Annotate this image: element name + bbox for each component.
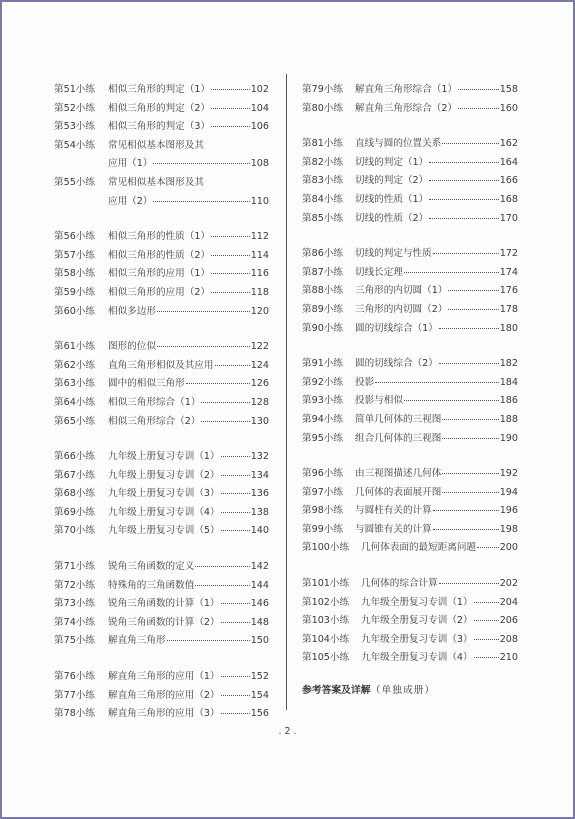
toc-entry[interactable] (54, 413, 269, 432)
lesson-number: 第92小练 (302, 376, 343, 388)
lesson-title: 圆的切线综合（2） (355, 358, 438, 370)
toc-entry[interactable] (302, 154, 518, 173)
leader-dots (211, 88, 250, 90)
toc-entry[interactable] (54, 174, 269, 193)
leader-dots (429, 198, 498, 200)
toc-entry[interactable] (302, 282, 518, 301)
toc-entry[interactable] (54, 558, 269, 577)
leader-dots (442, 491, 498, 493)
page-number-ref: 154 (250, 689, 269, 701)
page-number-ref: 184 (499, 376, 518, 388)
lesson-number: 第67小练 (54, 469, 95, 481)
leader-dots (157, 345, 250, 347)
toc-entry[interactable] (54, 522, 269, 541)
lesson-title: 九年级全册复习专训（1） (361, 596, 473, 608)
page-number-ref: 204 (499, 596, 518, 608)
leader-dots (221, 712, 250, 714)
lesson-title: 直线与圆的位置关系 (355, 138, 442, 150)
lesson-number: 第58小练 (54, 268, 95, 280)
lesson-number: 第63小练 (54, 378, 95, 390)
page-number-ref: 132 (250, 451, 269, 463)
toc-entry[interactable] (54, 375, 269, 394)
lesson-number: 第51小练 (54, 84, 95, 95)
lesson-title: 三角形的内切圆（1） (355, 285, 448, 297)
page-number-ref: 144 (250, 579, 269, 591)
lesson-title: 九年级上册复习专训（5） (108, 525, 220, 537)
toc-entry[interactable] (54, 577, 269, 596)
lesson-title: 锐角三角函数的计算（2） (108, 616, 220, 628)
leader-dots (439, 327, 499, 329)
toc-entry[interactable] (302, 264, 518, 283)
leader-dots (442, 472, 498, 474)
lesson-number: 第57小练 (54, 249, 95, 261)
page-number-ref: 188 (499, 413, 518, 425)
lesson-title: 九年级全册复习专训（3） (361, 633, 473, 645)
lesson-number: 第88小练 (302, 285, 343, 297)
page-number-ref: 176 (499, 285, 518, 297)
lesson-number: 第64小练 (54, 396, 95, 408)
leader-dots (433, 509, 499, 511)
toc-entry[interactable] (54, 504, 269, 523)
lesson-title: 相似多边形 (108, 305, 156, 317)
leader-dots (215, 364, 250, 366)
lesson-title: 解直角三角形 (108, 635, 166, 647)
lesson-title: 投影与相似 (355, 395, 403, 407)
page-number-ref: 118 (250, 286, 269, 298)
page-number-ref: 192 (499, 468, 518, 480)
lesson-title: 圆的切线综合（1） (355, 322, 438, 334)
lesson-number: 第71小练 (54, 561, 95, 573)
leader-dots (404, 271, 499, 273)
lesson-title: 简单几何体的三视图 (355, 413, 442, 425)
leader-dots (429, 179, 498, 181)
toc-entry[interactable] (302, 191, 518, 210)
lesson-title: 锐角三角函数的计算（1） (108, 598, 220, 610)
leader-dots (195, 584, 249, 586)
lesson-number: 第82小练 (302, 156, 343, 168)
leader-dots (221, 602, 250, 604)
page-number-ref: 178 (499, 303, 518, 315)
page-number-ref: 146 (250, 598, 269, 610)
page-number-ref: 148 (250, 616, 269, 628)
lesson-title: 直角三角形相似及其应用 (108, 359, 214, 371)
page-number-ref: 158 (499, 84, 518, 95)
page-number-ref: 186 (499, 395, 518, 407)
lesson-number: 第52小练 (54, 102, 95, 114)
lesson-number: 第54小练 (54, 139, 95, 151)
lesson-number: 第84小练 (302, 193, 343, 205)
lesson-number: 第78小练 (54, 708, 95, 720)
toc-entry[interactable] (302, 245, 518, 264)
toc-entry[interactable] (302, 355, 518, 374)
group-spacer (54, 541, 269, 558)
lesson-number: 第104小练 (302, 633, 350, 645)
toc-entry[interactable] (54, 303, 269, 322)
toc-entry[interactable] (302, 172, 518, 191)
page-number-ref: 200 (499, 542, 518, 554)
lesson-number: 第59小练 (54, 286, 95, 298)
page-number-ref: 160 (499, 102, 518, 114)
page-number-ref: 116 (250, 268, 269, 280)
lesson-number: 第55小练 (54, 176, 95, 188)
page-number-ref: 124 (250, 359, 269, 371)
page-number-ref: 126 (250, 378, 269, 390)
group-spacer (54, 651, 269, 668)
leader-dots (429, 161, 498, 163)
lesson-title: 相似三角形综合（1） (108, 396, 201, 408)
toc-entry[interactable] (302, 374, 518, 393)
toc-entry[interactable] (302, 502, 518, 521)
page-number-ref: 166 (499, 175, 518, 187)
toc-entry[interactable] (54, 705, 269, 724)
page-number-ref: 130 (250, 415, 269, 427)
page-number-ref: 208 (499, 633, 518, 645)
page-number-ref: 106 (250, 121, 269, 133)
toc-entry-continuation (54, 193, 269, 212)
page-number-ref: 162 (499, 138, 518, 150)
lesson-number: 第103小练 (302, 615, 350, 627)
lesson-title: 九年级上册复习专训（1） (108, 451, 220, 463)
leader-dots (221, 511, 250, 513)
lesson-title: 相似三角形的性质（1） (108, 231, 211, 243)
toc-entry[interactable] (54, 595, 269, 614)
lesson-title: 切线的性质（1） (355, 193, 429, 205)
page-number-ref: 202 (499, 578, 518, 590)
lesson-title: 解直角三角形的应用（2） (108, 689, 220, 701)
lesson-title: 解直角三角形综合（2） (355, 102, 458, 114)
page-number-ref: 102 (250, 84, 269, 95)
toc-entry[interactable] (302, 594, 518, 613)
lesson-number: 第87小练 (302, 266, 343, 278)
page-number-ref: 198 (499, 523, 518, 535)
leader-dots (433, 528, 499, 530)
lesson-number: 第86小练 (302, 248, 343, 260)
lesson-number: 第73小练 (54, 598, 95, 610)
lesson-number: 第68小练 (54, 488, 95, 500)
leader-dots (433, 252, 499, 254)
lesson-title-continued: 应用（1） (108, 158, 153, 170)
leader-dots (211, 235, 250, 237)
lesson-number: 第74小练 (54, 616, 95, 628)
page-number-ref: 136 (250, 488, 269, 500)
lesson-title: 相似三角形的判定（2） (108, 102, 211, 114)
leader-dots (439, 582, 499, 584)
leader-dots (458, 88, 499, 90)
leader-dots (221, 455, 250, 457)
toc-entry[interactable] (302, 649, 518, 668)
lesson-title: 与圆锥有关的计算 (355, 523, 432, 535)
lesson-title: 常见相似基本图形及其 (108, 176, 204, 188)
toc-entry[interactable] (302, 100, 518, 119)
lesson-title: 特殊角的三角函数值 (108, 579, 195, 591)
lesson-number: 第65小练 (54, 415, 95, 427)
lesson-title: 解直角三角形的应用（3） (108, 708, 220, 720)
leader-dots (474, 601, 499, 603)
lesson-title: 切线的性质（2） (355, 212, 429, 224)
toc-entry[interactable] (54, 448, 269, 467)
lesson-number: 第97小练 (302, 486, 343, 498)
toc-entry[interactable] (54, 247, 269, 266)
leader-dots (201, 420, 249, 422)
toc-entry[interactable] (302, 430, 518, 449)
leader-dots (221, 621, 250, 623)
lesson-title: 与圆柱有关的计算 (355, 505, 432, 517)
lesson-number: 第89小练 (302, 303, 343, 315)
leader-dots (167, 639, 250, 641)
page-number-ref: 174 (499, 266, 518, 278)
leader-dots (211, 107, 250, 109)
lesson-number: 第76小练 (54, 671, 95, 683)
toc-entry[interactable] (54, 228, 269, 247)
leader-dots (221, 675, 250, 677)
page-number-ref: 138 (250, 506, 269, 518)
toc-entry[interactable] (302, 81, 518, 100)
leader-dots (477, 546, 499, 548)
page-number-ref: 152 (250, 671, 269, 683)
lesson-number: 第53小练 (54, 121, 95, 133)
lesson-title: 九年级上册复习专训（2） (108, 469, 220, 481)
toc-entry[interactable] (54, 467, 269, 486)
lesson-number: 第85小练 (302, 212, 343, 224)
lesson-number: 第79小练 (302, 84, 343, 95)
answers-label: 参考答案及详解 (302, 685, 371, 697)
leader-dots (221, 474, 250, 476)
group-spacer (302, 558, 518, 575)
group-spacer (54, 431, 269, 448)
lesson-title: 相似三角形的性质（2） (108, 249, 211, 261)
toc-entry[interactable] (54, 265, 269, 284)
leader-dots (221, 492, 250, 494)
leader-dots (375, 381, 499, 383)
page-number-ref: 112 (250, 231, 269, 243)
leader-dots (474, 656, 499, 658)
lesson-number: 第80小练 (302, 102, 343, 114)
leader-dots (474, 638, 499, 640)
group-spacer (54, 321, 269, 338)
group-spacer (54, 211, 269, 228)
leader-dots (221, 529, 250, 531)
lesson-title: 几何体表面的最短距离问题 (361, 542, 477, 554)
group-spacer (302, 448, 518, 465)
leader-dots (221, 694, 250, 696)
toc-entry[interactable] (302, 575, 518, 594)
page-number-ref: 108 (250, 158, 269, 170)
page-number-ref: 190 (499, 432, 518, 444)
answers-note (302, 682, 518, 696)
lesson-number: 第95小练 (302, 432, 343, 444)
lesson-number: 第101小练 (302, 578, 350, 590)
lesson-title: 九年级上册复习专训（3） (108, 488, 220, 500)
lesson-title: 九年级全册复习专训（2） (361, 615, 473, 627)
toc-entry[interactable] (54, 118, 269, 137)
page-number-ref: 170 (499, 212, 518, 224)
lesson-number: 第70小练 (54, 525, 95, 537)
leader-dots (186, 382, 250, 384)
leader-dots (211, 291, 250, 293)
page-number-ref: 128 (250, 396, 269, 408)
toc-entry[interactable] (302, 392, 518, 411)
toc-entry-continuation (54, 155, 269, 174)
lesson-number: 第69小练 (54, 506, 95, 518)
toc-entry[interactable] (54, 137, 269, 156)
leader-dots (439, 362, 499, 364)
lesson-number: 第83小练 (302, 175, 343, 187)
toc-right-column (302, 81, 518, 696)
page-number-ref: 120 (250, 305, 269, 317)
page-number-ref: 164 (499, 156, 518, 168)
lesson-number: 第96小练 (302, 468, 343, 480)
lesson-title: 圆中的相似三角形 (108, 378, 185, 390)
lesson-title: 相似三角形的判定（3） (108, 121, 211, 133)
leader-dots (195, 565, 249, 567)
lesson-number: 第66小练 (54, 451, 95, 463)
page-number-ref: 150 (250, 635, 269, 647)
group-spacer (302, 118, 518, 135)
page-number-ref: 172 (499, 248, 518, 260)
toc-entry[interactable] (302, 612, 518, 631)
toc-entry[interactable] (302, 521, 518, 540)
page-number-ref: 196 (499, 505, 518, 517)
page-number-ref: 180 (499, 322, 518, 334)
lesson-title: 解直角三角形的应用（1） (108, 671, 220, 683)
page-number-ref: 206 (499, 615, 518, 627)
toc-entry[interactable] (54, 357, 269, 376)
lesson-number: 第81小练 (302, 138, 343, 150)
leader-dots (442, 437, 498, 439)
lesson-number: 第102小练 (302, 596, 350, 608)
toc-entry[interactable] (54, 338, 269, 357)
lesson-title: 相似三角形的应用（1） (108, 268, 211, 280)
leader-dots (404, 399, 499, 401)
toc-entry[interactable] (302, 465, 518, 484)
leader-dots (448, 308, 498, 310)
toc-entry[interactable] (302, 210, 518, 229)
leader-dots (458, 107, 499, 109)
page-number: . 2 . (278, 726, 297, 737)
lesson-number: 第56小练 (54, 231, 95, 243)
answers-note-text: （单独成册） (370, 685, 436, 697)
toc-left-column (54, 81, 269, 724)
toc-entry[interactable] (54, 81, 269, 100)
lesson-title: 投影 (355, 376, 375, 388)
lesson-title: 切线的判定（2） (355, 175, 429, 187)
lesson-number: 第105小练 (302, 652, 350, 664)
lesson-title: 切线的判定与性质 (355, 248, 432, 260)
lesson-title: 相似三角形综合（2） (108, 415, 201, 427)
page-number-ref: 182 (499, 358, 518, 370)
leader-dots (157, 310, 250, 312)
toc-entry[interactable] (54, 687, 269, 706)
lesson-title: 三角形的内切圆（2） (355, 303, 448, 315)
toc-entry[interactable] (302, 411, 518, 430)
leader-dots (429, 217, 498, 219)
leader-dots (201, 401, 249, 403)
lesson-title-continued: 应用（2） (108, 195, 153, 207)
page-number-ref: 142 (250, 561, 269, 573)
toc-entry[interactable] (302, 135, 518, 154)
leader-dots (211, 254, 250, 256)
leader-dots (211, 272, 250, 274)
lesson-title: 解直角三角形综合（1） (355, 84, 458, 95)
lesson-number: 第61小练 (54, 341, 95, 353)
group-spacer (302, 338, 518, 355)
toc-entry[interactable] (302, 320, 518, 339)
lesson-number: 第72小练 (54, 579, 95, 591)
lesson-number: 第99小练 (302, 523, 343, 535)
leader-dots (153, 162, 249, 164)
lesson-title: 九年级全册复习专训（4） (361, 652, 473, 664)
toc-entry[interactable] (54, 284, 269, 303)
lesson-number: 第94小练 (302, 413, 343, 425)
toc-entry[interactable] (54, 100, 269, 119)
lesson-title: 相似三角形的应用（2） (108, 286, 211, 298)
page-number-ref: 122 (250, 341, 269, 353)
lesson-title: 几何体的表面展开图 (355, 486, 442, 498)
toc-entry[interactable] (302, 301, 518, 320)
lesson-number: 第75小练 (54, 635, 95, 647)
lesson-number: 第93小练 (302, 395, 343, 407)
lesson-number: 第90小练 (302, 322, 343, 334)
lesson-number: 第60小练 (54, 305, 95, 317)
lesson-number: 第91小练 (302, 358, 343, 370)
leader-dots (153, 200, 249, 202)
lesson-title: 几何体的综合计算 (361, 578, 438, 590)
page-number-ref: 168 (499, 193, 518, 205)
column-divider (286, 74, 287, 710)
lesson-title: 常见相似基本图形及其 (108, 139, 204, 151)
lesson-number: 第98小练 (302, 505, 343, 517)
toc-entry[interactable] (302, 484, 518, 503)
leader-dots (448, 289, 498, 291)
page-number-ref: 134 (250, 469, 269, 481)
lesson-title: 切线的判定（1） (355, 156, 429, 168)
toc-entry[interactable] (302, 631, 518, 650)
lesson-title: 锐角三角函数的定义 (108, 561, 195, 573)
page-number-ref: 104 (250, 102, 269, 114)
lesson-title: 切线长定理 (355, 266, 403, 278)
leader-dots (442, 142, 498, 144)
page-number-ref: 156 (250, 708, 269, 720)
lesson-title: 相似三角形的判定（1） (108, 84, 211, 95)
lesson-number: 第77小练 (54, 689, 95, 701)
toc-entry[interactable] (54, 394, 269, 413)
toc-entry[interactable] (54, 485, 269, 504)
toc-entry[interactable] (54, 614, 269, 633)
leader-dots (211, 125, 250, 127)
page-number-ref: 110 (250, 195, 269, 207)
page-number-ref: 194 (499, 486, 518, 498)
lesson-title: 由三视图描述几何体 (355, 468, 442, 480)
page-number-ref: 210 (499, 652, 518, 664)
lesson-title: 图形的位似 (108, 341, 156, 353)
page-number-ref: 140 (250, 525, 269, 537)
leader-dots (442, 418, 498, 420)
lesson-number: 第62小练 (54, 359, 95, 371)
toc-entry[interactable] (54, 668, 269, 687)
group-spacer (302, 228, 518, 245)
leader-dots (474, 619, 499, 621)
toc-entry[interactable] (302, 539, 518, 558)
lesson-number: 第100小练 (302, 542, 350, 554)
lesson-title: 组合几何体的三视图 (355, 432, 442, 444)
page-number-ref: 114 (250, 249, 269, 261)
lesson-title: 九年级上册复习专训（4） (108, 506, 220, 518)
toc-entry[interactable] (54, 632, 269, 651)
